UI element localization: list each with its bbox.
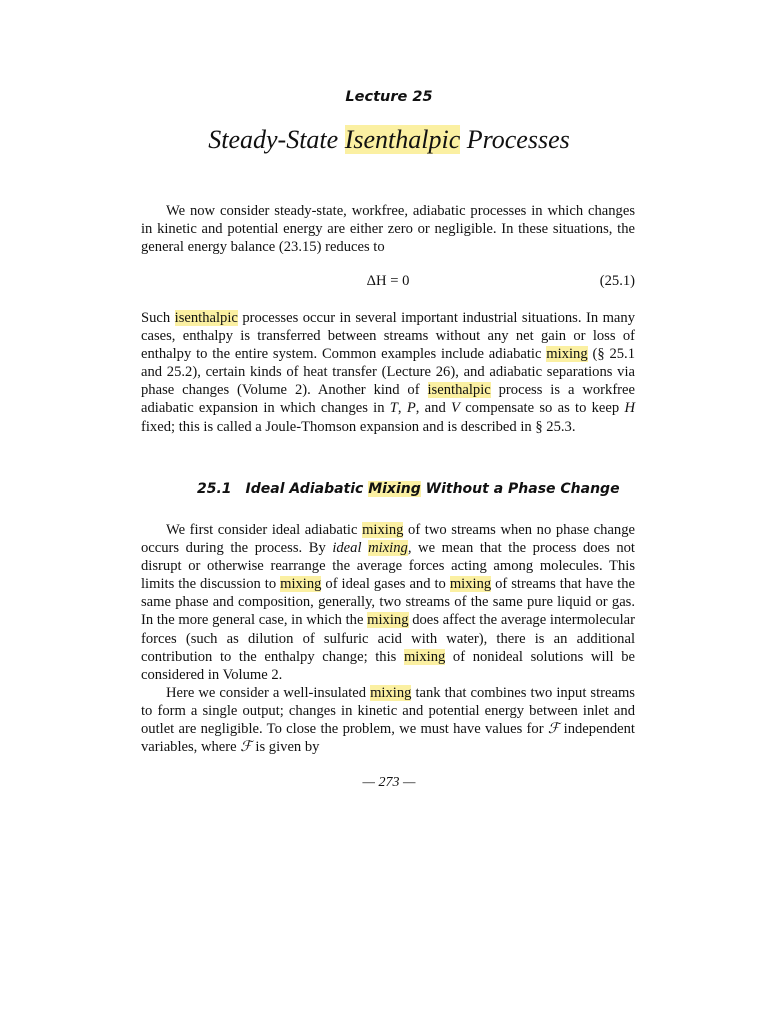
paragraph-text — [141, 309, 635, 436]
highlighted-term: mixing — [362, 522, 404, 538]
section-title-part: Without a Phase Change — [420, 481, 620, 497]
section-title-part: Ideal Adiabatic — [245, 481, 369, 497]
text-run: of ideal gases and to — [321, 576, 450, 593]
text-run: (§ 25.1 and 25.2), certain kinds of heat transfer (Lecture 26), and adiabatic separations via phase changes (Volume 2). Another kind of — [141, 346, 635, 399]
script-f-symbol: ℱ — [547, 720, 560, 738]
section-title-highlight: Mixing — [368, 481, 421, 497]
text-run: tank that combines two input streams to form a single output; changes in kinetic and potential energy between inlet and outlet are negligible. To close the problem, we must have values for — [141, 684, 635, 738]
title-highlight: Isenthalpic — [344, 125, 461, 154]
text-run: fixed; this is called a Joule-Thomson expansion and is described in § 25.3. — [141, 418, 576, 435]
intro-text: We now consider steady-state, workfree, adiabatic processes in which changes in kinetic and potential energy are either zero or negligible. In these situations, the general energy balance (23.15) reduces to — [141, 203, 635, 256]
text-run: of nonideal solutions will be considered in Volume 2. — [141, 648, 636, 683]
section-number: 25.1 — [197, 481, 232, 497]
title-part: Steady-State — [208, 125, 345, 154]
text-run: of streams that have the same phase and composition, generally, two streams of the same pure liquid or gas. In the more general case, in which the — [141, 576, 635, 629]
emphasis-run: ideal — [332, 540, 369, 557]
text-run: independent variables, where — [141, 721, 635, 756]
text-run: Here we consider a well-insulated — [166, 684, 371, 701]
highlighted-term: mixing — [403, 648, 446, 665]
highlighted-term: mixing — [280, 576, 322, 593]
equation-expression: ΔH = 0 — [366, 273, 410, 289]
section-body — [141, 521, 635, 756]
text-run: , and — [415, 400, 452, 417]
text-run: , — [397, 400, 407, 417]
intro-paragraph — [141, 202, 635, 256]
paragraph-isenthalpic — [141, 309, 635, 436]
highlighted-term: isenthalpic — [427, 382, 491, 399]
variable: P — [406, 400, 416, 417]
page-number: — 273 — — [362, 775, 416, 790]
page-title — [0, 125, 768, 155]
text-run: Such — [141, 310, 175, 326]
equation-number: (25.1) — [599, 273, 635, 289]
text-run: We first consider ideal adiabatic — [166, 522, 363, 538]
variable: V — [451, 400, 460, 417]
highlighted-term: mixing — [367, 612, 409, 629]
text-run: does affect the average intermolecular forces (such as dilution of sulfuric acid with water), there is an additional contribution to the enthalpy change; this — [141, 612, 635, 665]
text-run: of two streams when no phase change occurs during the process. By — [141, 522, 635, 557]
highlighted-term: mixing — [370, 684, 412, 701]
paragraph-ideal-mixing — [141, 521, 635, 684]
highlighted-term: mixing — [368, 540, 408, 557]
equation-row — [141, 273, 635, 291]
text-run: we mean that the process does not disrupt or otherwise rearrange the average forces acting among molecules. This limits the discussion to — [141, 540, 635, 593]
text-run: is given by — [251, 739, 320, 756]
emphasis-run: , — [407, 540, 412, 557]
script-f-symbol: ℱ — [240, 738, 252, 756]
section-heading — [197, 481, 620, 497]
title-part: Processes — [460, 125, 570, 154]
lecture-label: Lecture 25 — [345, 89, 433, 105]
highlighted-term: isenthalpic — [174, 310, 238, 326]
text-run: compensate so as to keep — [459, 400, 625, 417]
paragraph-mixing-tank — [141, 684, 635, 756]
text-run: processes occur in several important industrial situations. In many cases, enthalpy is transferred between streams without any net gain or loss of enthalpy to the entire system. Common examples include adiabatic — [141, 310, 635, 363]
highlighted-term: mixing — [546, 346, 588, 363]
highlighted-term: mixing — [449, 576, 492, 593]
variable: H — [624, 400, 635, 417]
text-run: process is a workfree adiabatic expansion in which changes in — [141, 382, 636, 417]
variable: T — [389, 400, 398, 417]
